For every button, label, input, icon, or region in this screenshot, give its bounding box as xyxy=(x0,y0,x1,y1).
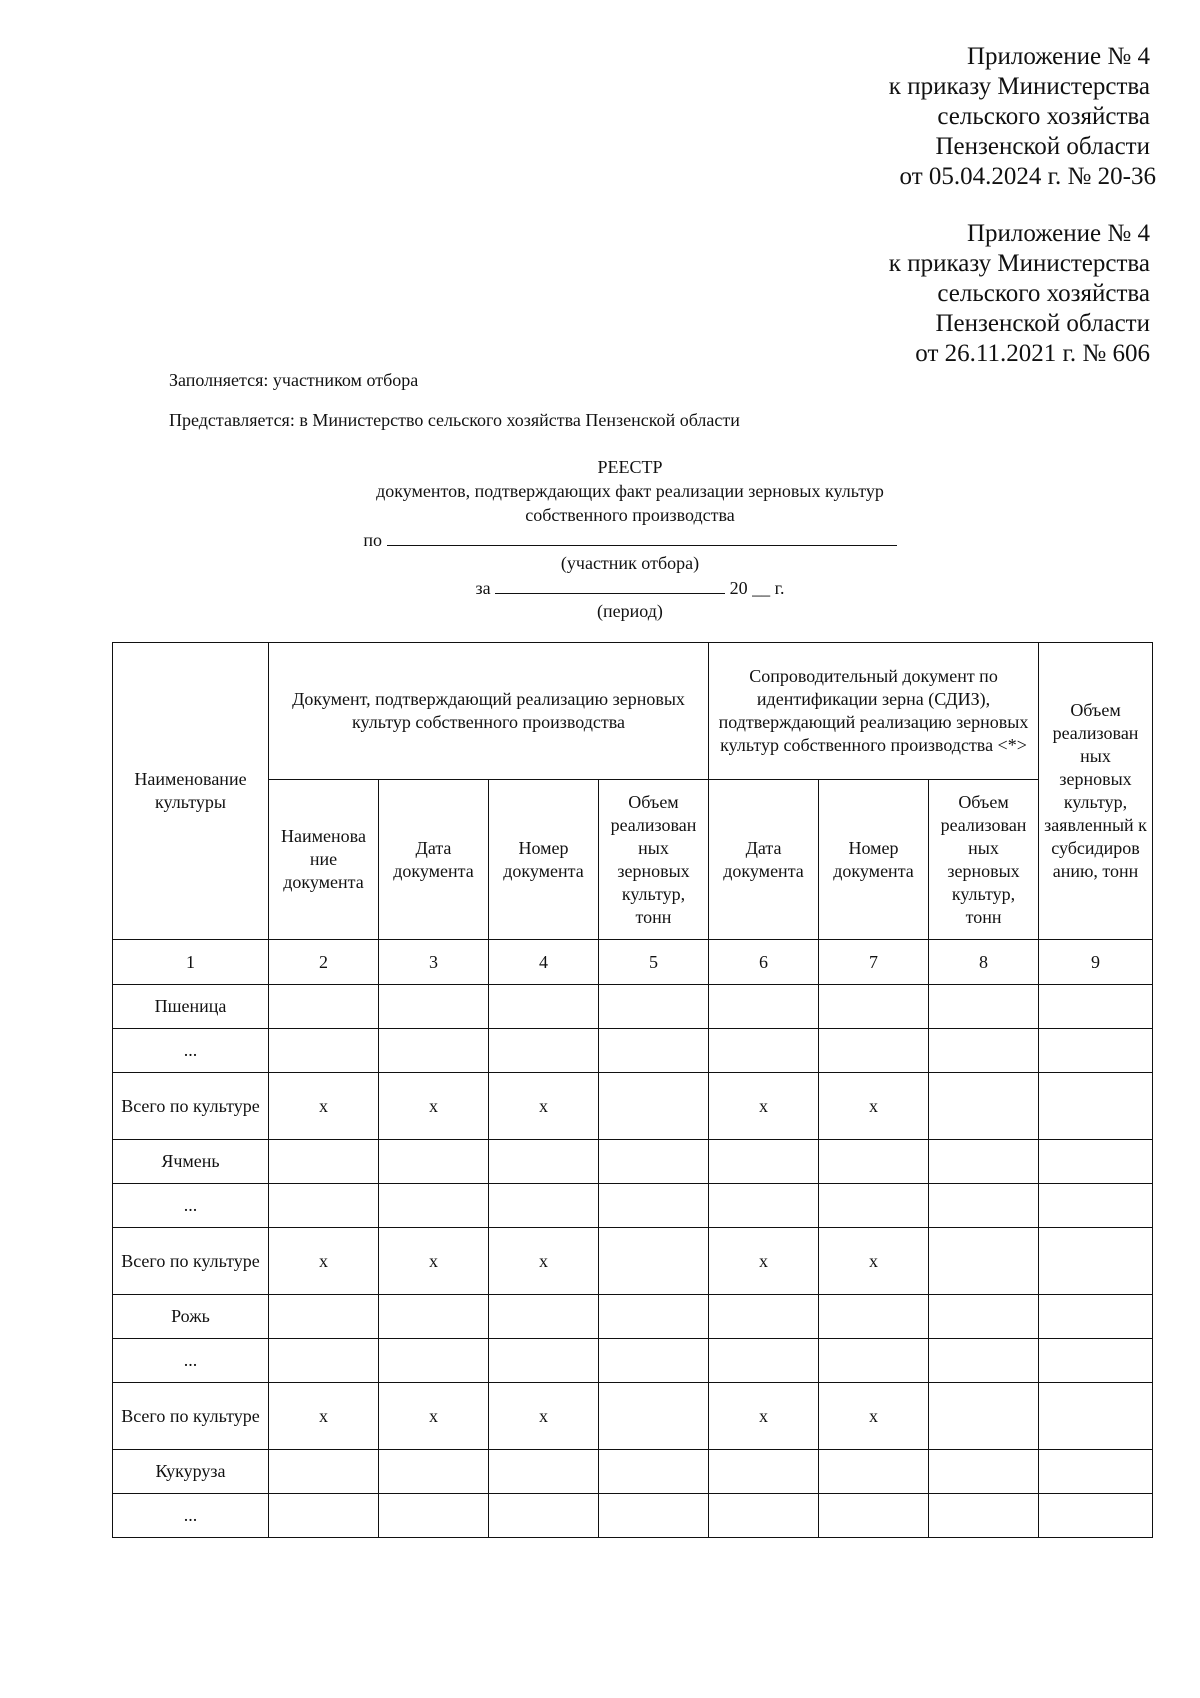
table-cell[interactable] xyxy=(929,1140,1039,1184)
column-number: 1 xyxy=(113,940,269,985)
table-cell[interactable] xyxy=(1039,1339,1153,1383)
table-cell[interactable] xyxy=(269,1494,379,1538)
table-cell[interactable] xyxy=(709,1494,819,1538)
appendix-header-current xyxy=(400,42,1200,192)
table-cell[interactable] xyxy=(489,1295,599,1339)
table-cell[interactable] xyxy=(819,1494,929,1538)
culture-name-cell: Всего по культуре xyxy=(113,1228,269,1295)
appendix-number: Приложение № 4 xyxy=(966,220,1150,247)
table-cell[interactable] xyxy=(599,1450,709,1494)
culture-total-row xyxy=(113,1228,1153,1295)
table-cell[interactable] xyxy=(599,1140,709,1184)
table-cell[interactable] xyxy=(819,1184,929,1228)
subsidy-volume-header: Объем реализован ных зерновых культур, заявленный к субсидиров анию, тонн xyxy=(1039,643,1153,940)
table-cell[interactable] xyxy=(1039,1383,1153,1450)
table-cell[interactable] xyxy=(379,1295,489,1339)
culture-name-cell: Всего по культуре xyxy=(113,1383,269,1450)
table-cell[interactable] xyxy=(709,1450,819,1494)
doc-date-header: Дата документа xyxy=(379,780,489,940)
table-row xyxy=(113,1140,1153,1184)
table-cell[interactable] xyxy=(489,985,599,1029)
table-cell[interactable]: х xyxy=(709,1073,819,1140)
table-cell[interactable]: х xyxy=(269,1073,379,1140)
document-subtitle-line2: собственного производства xyxy=(525,505,735,525)
table-cell[interactable] xyxy=(379,1450,489,1494)
table-cell[interactable] xyxy=(1039,1450,1153,1494)
table-cell[interactable] xyxy=(599,1073,709,1140)
appendix-header-original xyxy=(400,219,1200,369)
table-row xyxy=(113,1029,1153,1073)
table-cell[interactable]: х xyxy=(379,1228,489,1295)
table-cell[interactable] xyxy=(819,1029,929,1073)
table-cell[interactable] xyxy=(709,1184,819,1228)
table-cell[interactable] xyxy=(269,1450,379,1494)
table-cell[interactable]: х xyxy=(709,1383,819,1450)
registry-table xyxy=(112,642,1153,1538)
submitted-to-line: Представляется: в Министерство сельского хозяйства Пензенской области xyxy=(169,410,740,430)
table-cell[interactable] xyxy=(599,985,709,1029)
culture-name-cell: ... xyxy=(113,1494,269,1538)
table-cell[interactable] xyxy=(599,1494,709,1538)
table-cell[interactable] xyxy=(1039,1228,1153,1295)
table-cell[interactable] xyxy=(1039,1295,1153,1339)
document-subtitle-line1: документов, подтверждающих факт реализации зерновых культур xyxy=(376,481,884,501)
participant-caption: (участник отбора) xyxy=(560,553,700,573)
table-cell[interactable]: х xyxy=(819,1383,929,1450)
table-cell[interactable] xyxy=(929,1383,1039,1450)
table-cell[interactable]: х xyxy=(379,1383,489,1450)
table-row xyxy=(113,1494,1153,1538)
culture-name-cell: Кукуруза xyxy=(113,1450,269,1494)
table-cell[interactable] xyxy=(489,1184,599,1228)
column-number: 6 xyxy=(709,940,819,985)
table-cell[interactable] xyxy=(929,1029,1039,1073)
culture-name-cell: ... xyxy=(113,1339,269,1383)
culture-name-cell: Всего по культуре xyxy=(113,1073,269,1140)
table-subheader-row xyxy=(113,780,1153,940)
table-cell[interactable] xyxy=(819,1450,929,1494)
table-cell[interactable] xyxy=(819,1295,929,1339)
culture-total-row xyxy=(113,1383,1153,1450)
table-cell[interactable]: х xyxy=(489,1383,599,1450)
participant-blank-field[interactable] xyxy=(387,527,897,546)
order-agriculture: сельского хозяйства xyxy=(937,103,1150,130)
table-cell[interactable]: х xyxy=(379,1073,489,1140)
doc-volume-header: Объем реализован ных зерновых культур, тонн xyxy=(599,780,709,940)
table-cell[interactable] xyxy=(489,1450,599,1494)
table-cell[interactable]: х xyxy=(489,1073,599,1140)
culture-name-header: Наименование культуры xyxy=(113,643,269,940)
filled-by-line: Заполняется: участником отбора xyxy=(169,370,419,390)
table-cell[interactable] xyxy=(599,1029,709,1073)
table-cell[interactable] xyxy=(269,1339,379,1383)
table-row xyxy=(113,1339,1153,1383)
table-cell[interactable] xyxy=(929,1494,1039,1538)
table-cell[interactable] xyxy=(819,1339,929,1383)
culture-total-row xyxy=(113,1073,1153,1140)
table-cell[interactable] xyxy=(929,1228,1039,1295)
table-cell[interactable] xyxy=(709,1029,819,1073)
table-cell[interactable] xyxy=(599,1184,709,1228)
period-blank-field[interactable] xyxy=(495,575,725,594)
table-cell[interactable] xyxy=(1039,1184,1153,1228)
table-cell[interactable] xyxy=(269,1029,379,1073)
period-line xyxy=(0,575,1200,600)
period-year-suffix: 20 __ г. xyxy=(729,578,785,598)
column-number: 2 xyxy=(269,940,379,985)
table-cell[interactable]: х xyxy=(269,1383,379,1450)
table-cell[interactable] xyxy=(379,1339,489,1383)
table-cell[interactable] xyxy=(1039,1140,1153,1184)
table-cell[interactable] xyxy=(819,985,929,1029)
table-cell[interactable] xyxy=(379,1494,489,1538)
table-row xyxy=(113,1295,1153,1339)
column-number: 3 xyxy=(379,940,489,985)
table-cell[interactable]: х xyxy=(489,1228,599,1295)
doc-name-header: Наименова ние документа xyxy=(269,780,379,940)
table-cell[interactable] xyxy=(929,985,1039,1029)
column-number: 9 xyxy=(1039,940,1153,985)
table-cell[interactable] xyxy=(929,1073,1039,1140)
order-ministry: к приказу Министерства xyxy=(888,250,1150,277)
table-cell[interactable] xyxy=(379,1140,489,1184)
order-date-number: от 26.11.2021 г. № 606 xyxy=(915,340,1150,367)
table-cell[interactable] xyxy=(929,1339,1039,1383)
table-cell[interactable] xyxy=(709,1140,819,1184)
column-number-row xyxy=(113,940,1153,985)
table-cell[interactable] xyxy=(269,1140,379,1184)
order-region: Пензенской области xyxy=(935,310,1150,337)
table-cell[interactable] xyxy=(819,1140,929,1184)
culture-name-cell: Рожь xyxy=(113,1295,269,1339)
order-region: Пензенской области xyxy=(935,133,1150,160)
sdiz-date-header: Дата документа xyxy=(709,780,819,940)
table-cell[interactable] xyxy=(1039,985,1153,1029)
table-row xyxy=(113,1184,1153,1228)
table-cell[interactable] xyxy=(929,1295,1039,1339)
table-cell[interactable] xyxy=(379,1184,489,1228)
culture-name-cell: ... xyxy=(113,1184,269,1228)
sdiz-document-group-header: Сопроводительный документ по идентификации зерна (СДИЗ), подтверждающий реализацию зерновых культур собственного производства <*> xyxy=(709,643,1039,780)
table-cell[interactable] xyxy=(599,1383,709,1450)
table-cell[interactable] xyxy=(709,1339,819,1383)
sdiz-number-header: Номер документа xyxy=(819,780,929,940)
table-row xyxy=(113,985,1153,1029)
table-cell[interactable] xyxy=(489,1494,599,1538)
table-cell[interactable] xyxy=(929,1450,1039,1494)
order-agriculture: сельского хозяйства xyxy=(937,280,1150,307)
table-cell[interactable] xyxy=(489,1339,599,1383)
table-cell[interactable] xyxy=(489,1029,599,1073)
table-cell[interactable] xyxy=(1039,1073,1153,1140)
table-cell[interactable] xyxy=(269,1184,379,1228)
table-cell[interactable] xyxy=(379,985,489,1029)
sdiz-volume-header: Объем реализован ных зерновых культур, тонн xyxy=(929,780,1039,940)
document-title: РЕЕСТР xyxy=(597,457,663,477)
table-cell[interactable] xyxy=(269,985,379,1029)
table-cell[interactable] xyxy=(489,1140,599,1184)
participant-prefix: по xyxy=(363,530,383,550)
order-ministry: к приказу Министерства xyxy=(888,73,1150,100)
period-prefix: за xyxy=(475,578,491,598)
table-cell[interactable]: х xyxy=(709,1228,819,1295)
table-cell[interactable]: х xyxy=(269,1228,379,1295)
table-cell[interactable] xyxy=(599,1228,709,1295)
table-cell[interactable] xyxy=(269,1295,379,1339)
participant-line xyxy=(0,527,1200,552)
column-number: 7 xyxy=(819,940,929,985)
column-number: 5 xyxy=(599,940,709,985)
culture-name-cell: Пшеница xyxy=(113,985,269,1029)
doc-number-header: Номер документа xyxy=(489,780,599,940)
table-cell[interactable] xyxy=(709,1295,819,1339)
culture-name-cell: ... xyxy=(113,1029,269,1073)
table-cell[interactable] xyxy=(709,985,819,1029)
appendix-number: Приложение № 4 xyxy=(966,43,1150,70)
culture-name-cell: Ячмень xyxy=(113,1140,269,1184)
table-body xyxy=(113,985,1153,1538)
table-cell[interactable] xyxy=(599,1339,709,1383)
table-cell[interactable]: х xyxy=(819,1228,929,1295)
table-cell[interactable]: х xyxy=(819,1073,929,1140)
table-cell[interactable] xyxy=(1039,1494,1153,1538)
table-cell[interactable] xyxy=(599,1295,709,1339)
period-caption: (период) xyxy=(597,601,663,621)
order-date-number: от 05.04.2024 г. № 20-36 xyxy=(899,163,1156,190)
column-number: 4 xyxy=(489,940,599,985)
table-cell[interactable] xyxy=(929,1184,1039,1228)
table-row xyxy=(113,1450,1153,1494)
table-cell[interactable] xyxy=(379,1029,489,1073)
sale-document-group-header: Документ, подтверждающий реализацию зерновых культур собственного производства xyxy=(269,643,709,780)
column-number: 8 xyxy=(929,940,1039,985)
table-header-row xyxy=(113,643,1153,780)
table-cell[interactable] xyxy=(1039,1029,1153,1073)
